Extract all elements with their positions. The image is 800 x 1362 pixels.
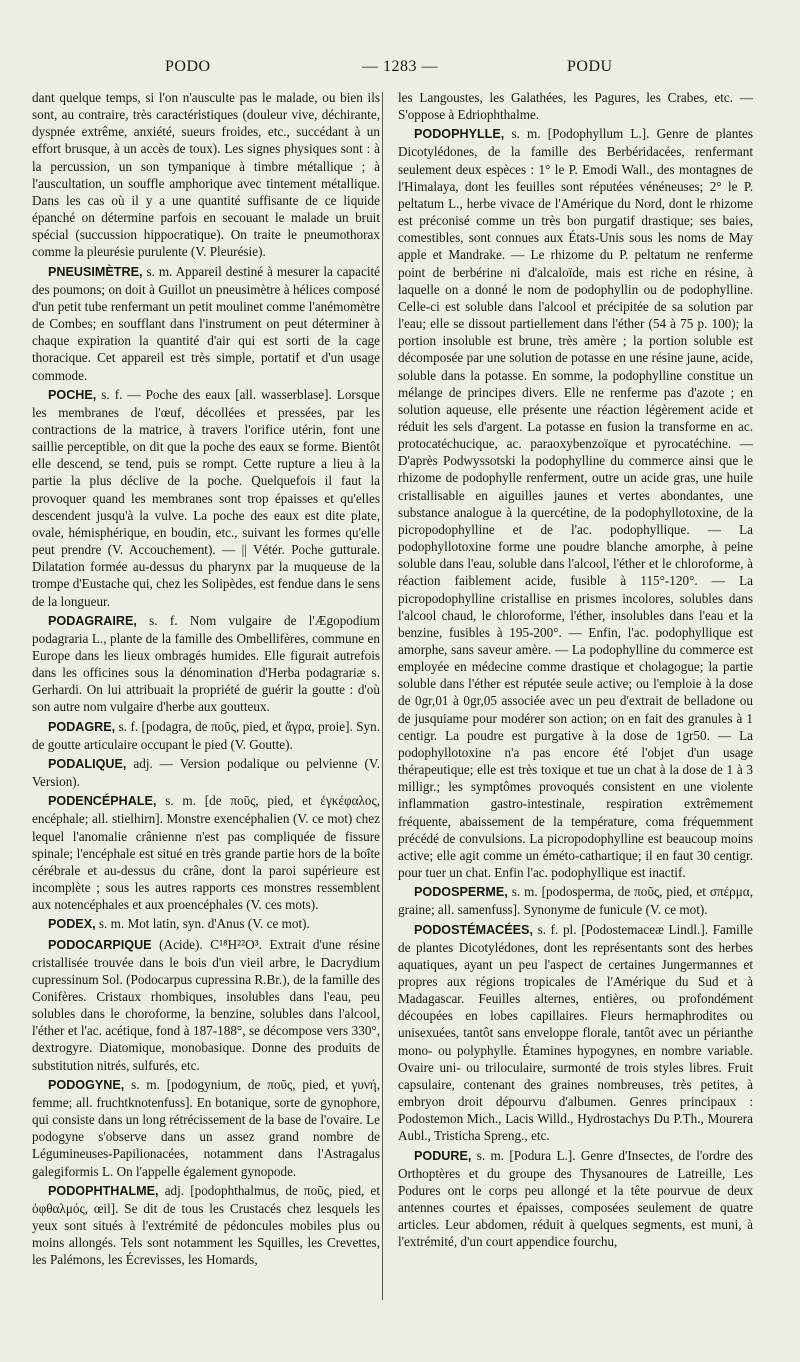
entry-text: s. f. pl. [Podostemaceæ Lindl.]. Famille de plantes Dicotylédones, dont les représentants sont des herbes aquatiques, ayant un peu l'aspect de certaines Jungermannes et propres aux régions tropicales de l'Amérique du Sud et à Madagascar. Feuilles alternes, entières, ou profondément découpées en lobes capillaires. Fleurs hermaphrodites ou unisexuées, tantôt sans enveloppe florale, tantôt avec un périanthe mono- ou polyphylle. Étamines hypogynes, en nombre variable. Ovaire uni- ou triloculaire, surmonté de trois styles libres. Fruit capsulaire, contenant des graines nombreuses, très petites, à embryon droit dépourvu d'albumen. Genres principaux : Podostemon Mich., Lacis Willd., Hydrostachys Du P.Th., Mourera Aubl., Tristicha Spreng., etc.: [398, 921, 753, 1144]
left-column: [32, 89, 380, 1268]
entry-text: adj. [podophthalmus, de ποῦς, pied, et ὀφθαλμός, œil]. Se dit de tous les Crustacés chez lesquels les yeux sont situés à l'extrémité de pédoncules mobiles plus ou moins allongés. Tels sont notamment les Squilles, les Crevettes, les Palémons, les Écrevisses, les Homards,: [32, 1182, 381, 1268]
entry-text: s. m. [podosperma, de ποῦς, pied, et σπέρμα, graine; all. samenfuss]. Synonyme de funicule (V. ce mot).: [398, 884, 754, 918]
entry-headword: PODOPHYLLE,: [414, 127, 505, 142]
entry-text: dant quelque temps, si l'on n'ausculte pas le malade, ou bien ils sont, au contraire, très caractéristiques (douleur vive, déchirante, dyspnée extrême, anxiété, sueurs froides, etc., succédant à un effort brusque, à un accès de toux). Les signes physiques sont : à la percussion, un son tympanique à timbre métallique ; à l'auscultation, un souffle amphorique avec tintement métallique. Dans les cas où il y a une quantité suffisante de ce liquide épanché on détermine parfois en secouant le malade un bruit spécial (succussion hippocratique). On traite le pneumothorax comme la pleurésie purulente (V. Pleurésie).: [32, 90, 380, 260]
column-divider: [382, 92, 383, 1300]
entry-headword: PODOPHTHALME,: [48, 1183, 159, 1198]
entry-headword: PNEUSIMÈTRE,: [48, 264, 143, 279]
dictionary-entry: [32, 718, 380, 753]
entry-headword: PODAGRAIRE,: [48, 613, 137, 628]
dictionary-entry: [32, 755, 380, 790]
entry-text: s. f. — Poche des eaux [all. wasserblase]. Lorsque les membranes de l'œuf, décollées et pressées, par les contractions de la matrice, à travers l'orifice utérin, font une saillie perceptible, on dit que la poche des eaux se forme. Bientôt elle descend, se tend, puis se rompt. Cette rupture a lieu à la partie la plus déclive de la poche. Quelquefois il faut la provoquer quand les membranes sont trop épaisses et qu'elles descendent jusqu'à la vulve. La poche des eaux est dite plate, ovale, hémisphérique, en boudin, etc., suivant les formes qu'elle peut prendre (V. Accouchement). — || Vétér. Poche gutturale. Dilatation formée au-dessus du pharynx par la muqueuse de la trompe d'Eustache qui, chez les Solipèdes, est fendue dans le sens de la longueur.: [32, 386, 381, 609]
entry-headword: PODOGYNE,: [48, 1077, 125, 1092]
entry-headword: PODOCARPIQUE: [48, 937, 152, 952]
entry-headword: PODURE,: [414, 1148, 472, 1163]
entry-text: (Acide). C¹⁸H²²O³. Extrait d'une résine cristallisée trouvée dans le bois d'un vieil arbre, le Dacrydium cupressinum Sol. (Podocarpus cupressina R.Br.), de la famille des Conifères. Cristaux rhombiques, insolubles dans l'eau, peu solubles dans le choroforme, la benzine, solubles dans l'alcool, l'éther et l'ac. acétique, fond à 187-188°, se décompose vers 330°, dextrogyre. Diatomique, monobasique. Donne des produits de substitution nitrés, sulfurés, etc.: [32, 936, 380, 1073]
page-number: — 1283 —: [362, 58, 438, 75]
entry-text: les Langoustes, les Galathées, les Pagures, les Crabes, etc. — S'oppose à Edriophthalme.: [398, 90, 753, 123]
dictionary-entry: [32, 915, 380, 933]
entry-headword: PODENCÉPHALE,: [48, 794, 157, 809]
entry-headword: PODOSPERME,: [414, 885, 508, 900]
entry-text: s. m. [Podura L.]. Genre d'Insectes, de l'ordre des Orthoptères et du groupe des Thysanoures de Latreille, Les Podures ont le corps peu allongé et la tête pourvue de deux antennes courtes et épaisses, composées seulement de quatre articles. Leur abdomen, réduit à quelques segments, est muni, à l'extrémité, d'un court appendice fourchu,: [398, 1147, 754, 1250]
dictionary-entry: [398, 883, 753, 918]
dictionary-entry: [32, 386, 380, 610]
entry-text: s. m. Mot latin, syn. d'Anus (V. ce mot).: [98, 916, 310, 932]
running-head-right: PODU: [567, 58, 613, 75]
entry-headword: PODAGRE,: [48, 719, 116, 734]
entry-text: s. m. [Podophyllum L.]. Genre de plantes Dicotylédones, de la famille des Berbéridacées, renfermant seulement deux espèces : 1° le P. Emodi Wall., des montagnes de l'Himalaya, dont les feuilles sont réputées vénéneuses; 2° le P. peltatum L., herbe vivace de l'Amérique du Nord, dont le rhizome est préconisé comme un très bon purgatif drastique; ses baies, comestibles, sont connues aux États-Unis sous les noms de May apple et Mandrake. — Le rhizome du P. peltatum ne renferme point de berbérine ni d'alcaloïde, mais est riche en résine, à laquelle on a donné le nom de podophyllin ou de podophylline. Celle-ci est soluble dans l'alcool et précipitée de sa solution par l'eau; elle se dissout partiellement dans l'éther (54 à 75 p. 100); la portion insoluble est brune, très amère ; la portion soluble est décomposée par une solution de potasse en une résine jaune, acide, soluble dans la potasse. En somme, la podophylline constitue un mélange de principes divers. Elle ne renferme pas d'azote ; en solution aqueuse, elle présente une réaction légèrement acide et réduit les sels d'argent. La potasse en fusion la transforme en ac. protocatéchucique, ac. paraoxybenzoïque et pyrocatéchine. — D'après Podwyssotski la podophylline du commerce ainsi que le rhizome de podophylle renferment, outre un acide gras, une huile cristallisable en aiguilles jaunes et vertes abondantes, une substance analogue à la quercétine, de la podophyllotoxine, de la picropodophylline et de l'ac. podophyllique. — La podophyllotoxine forme une poudre blanche amorphe, à peine soluble dans l'eau, soluble dans l'alcool, l'éther et le chloroforme, à réaction faiblement acide, fusible à 115°-120°. — La picropodophylline cristallise en prismes incolores, solubles dans l'alcool chaud, le chloroforme, l'éther, insolubles dans l'eau et la benzine, fusibles à 195-200°. — Enfin, l'ac. podophyllique est amorphe, sans saveur amère. — La podophylline du commerce est employée en médecine comme drastique et cholagogue; la partie soluble dans l'éther est réputée seule active; ou l'emploie à la dose de 0gr,01 à 0gr,05 associée avec un peu d'extrait de belladone ou de jusquiame pour modérer son action; on en fait des granules à 1 centigr. La poudre est purgative à la dose de 1gr50. — La podophyllotoxine n'a pas encore été l'objet d'un usage thérapeutique; elle est très toxique et tue un chat à la dose de 1 à 3 milligr.; les symptômes provoqués consistent en une violente inflammation gastro-intestinale, respiration extrêmement fréquente, abaissement de la température, coma fréquemment précédé de convulsions. La picropodophylline est beaucoup moins active; elle agit comme un éméto-cathartique; il en faut 30 centigr. pour tuer un chat. Enfin l'ac. podophyllique est inactif.: [398, 126, 754, 881]
entry-text: adj. — Version podalique ou pelvienne (V. Version).: [32, 755, 381, 790]
dictionary-entry: [32, 1182, 380, 1269]
entry-text: s. m. [de ποῦς, pied, et ἐγκέφαλος, encéphale; all. stielhirn]. Monstre exencéphalien (V. ce mot) chez lequel l'anomalie crânienne n'est pas compliquée de fissure spinale; l'encéphale est situé en très grande partie hors de la boîte cérébrale et au-dessus du crâne, dont la paroi supérieure est incomplète ; sous les autres rapports ces monstres ressemblent aux notencéphales et aux proencéphales (V. ces mots).: [32, 793, 381, 913]
entry-text: s. f. Nom vulgaire de l'Ægopodium podagraria L., plante de la famille des Ombellifères, commune en Europe dans les lieux ombragés humides. Elle figurait autrefois dans les officines sous la dénomination d'Herba podagrariæ s. Gerhardi. On lui attribuait la propriété de guérir la goutte : d'où son autre nom vulgaire d'herbe aux goutteux.: [32, 612, 381, 715]
entry-text: s. m. [podogynium, de ποῦς, pied, et γυνή, femme; all. fruchtknotenfuss]. En botanique, sorte de gynophore, qui consiste dans un long rétrécissement de la base de l'ovaire. Le podogyne s'observe dans un assez grand nombre de Légumineuses-Papilionacées, notamment dans l'Astragalus galegiformis L. On l'appelle également gynopode.: [32, 1076, 381, 1179]
entry-headword: PODEX,: [48, 917, 96, 932]
right-column: [398, 89, 753, 1250]
dictionary-entry: [398, 89, 753, 123]
entry-text: s. f. [podagra, de ποῦς, pied, et ἄγρα, proie]. Syn. de goutte articulaire occupant le pied (V. Goutte).: [32, 718, 381, 752]
dictionary-entry: [398, 125, 753, 881]
dictionary-entry: [398, 921, 753, 1145]
entry-headword: PODOSTÉMACÉES,: [414, 922, 533, 937]
dictionary-entry: [32, 936, 380, 1074]
dictionary-entry: [32, 792, 380, 913]
dictionary-entry: [32, 263, 380, 384]
entry-headword: PODALIQUE,: [48, 756, 127, 771]
dictionary-entry: [32, 89, 380, 261]
entry-headword: POCHE,: [48, 387, 97, 402]
running-head-left: PODO: [165, 58, 211, 75]
dictionary-entry: [32, 1076, 380, 1180]
dictionary-entry: [32, 612, 380, 716]
entry-text: s. m. Appareil destiné à mesurer la capacité des poumons; on doit à Guillot un pneusimètre à hélices composé d'un petit tube renfermant un petit moulinet comme l'anémomètre de Combes; en soufflant dans l'instrument on peut déterminer à chaque expiration la quantité d'air qui est sorti de la cage thoracique. Cet appareil est très simple, portatif et d'un usage commode.: [32, 263, 380, 383]
dictionary-entry: [398, 1147, 753, 1251]
